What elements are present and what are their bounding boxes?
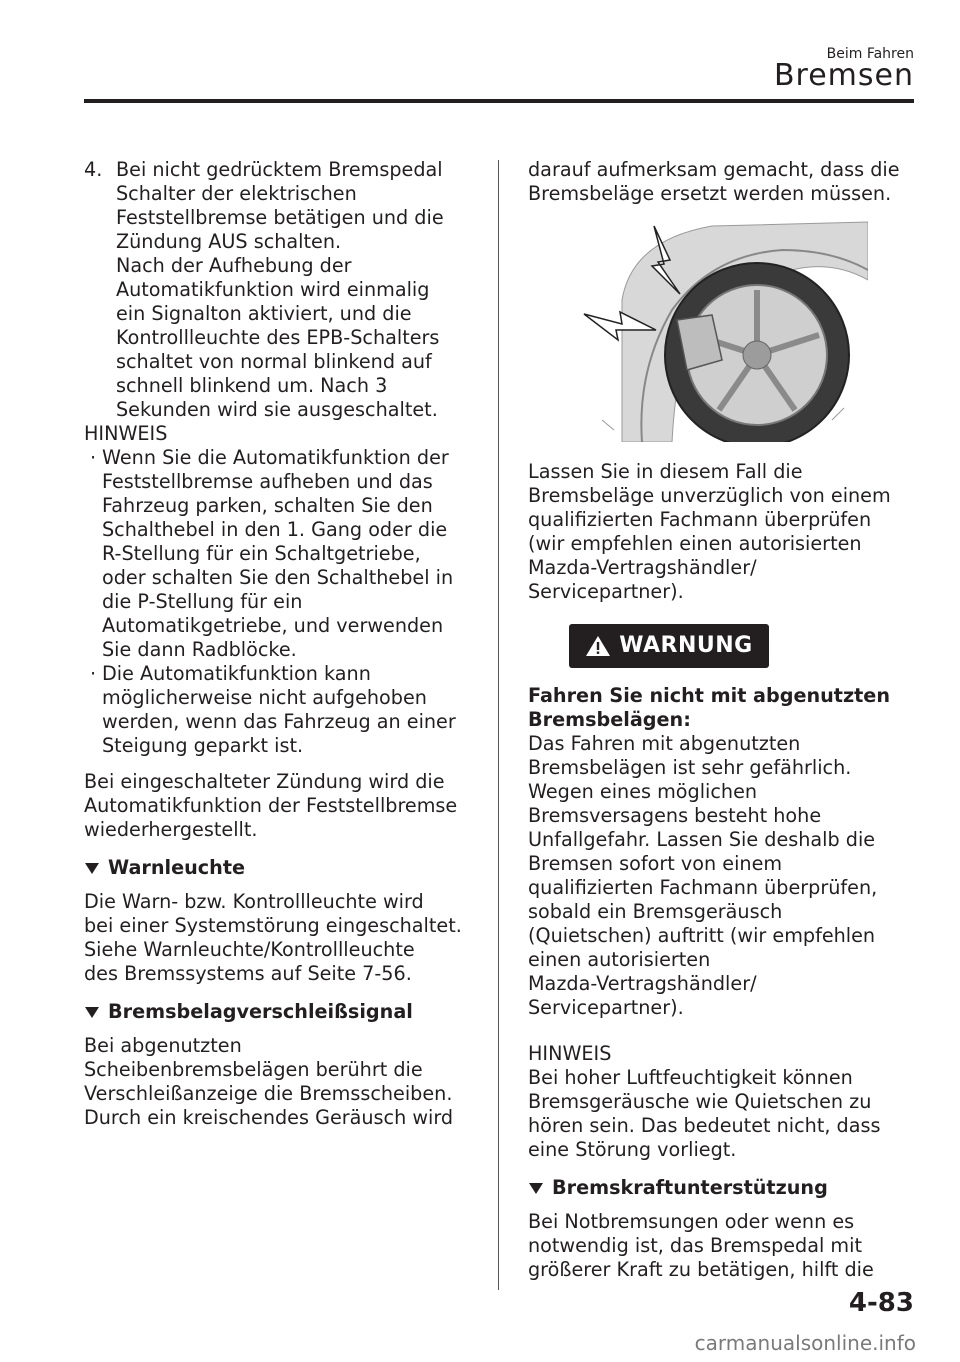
text-line: Bei abgenutzten [84,1034,242,1057]
text-line: Bei eingeschalteter Zündung wird die [84,770,445,793]
text-line: Bremsbelägen ist sehr gefährlich. [528,756,852,779]
text-line: Bei hoher Luftfeuchtigkeit können [528,1066,853,1089]
text-line: notwendig ist, das Bremspedal mit [528,1234,862,1257]
subheading-verschleiss [84,1000,480,1024]
text-line: eine Störung vorliegt. [528,1138,737,1161]
step-line: Nach der Aufhebung der [116,254,352,277]
bullet-line: oder schalten Sie den Schalthebel in [102,566,454,589]
right-column [528,158,918,1282]
text-line: qualifizierten Fachmann überprüfen [528,508,872,531]
subheading-bremskraft [528,1176,918,1200]
text-line: Mazda-Vertragshändler/ [528,972,757,995]
text-line: Bremsen sofort von einem [528,852,783,875]
warning-label: WARNUNG [619,633,753,658]
text-line: Mazda-Vertragshändler/ [528,556,757,579]
text-line: wiederhergestellt. [84,818,258,841]
column-divider [498,160,499,1290]
bullet-line: möglicherweise nicht aufgehoben [102,686,427,709]
paragraph-verschleiss [84,1034,480,1130]
text-line: Automatikfunktion der Feststellbremse [84,794,458,817]
text-line: Durch ein kreischendes Geräusch wird [84,1106,454,1129]
bullet-line: Fahrzeug parken, schalten Sie den [102,494,433,517]
header-rule [84,99,914,103]
bullet-line: die P-Stellung für ein [102,590,303,613]
bullet-dot: · [89,662,97,685]
warning-triangle-icon [585,635,611,657]
text-line: Bremsbeläge ersetzt werden müssen. [528,182,892,205]
text-line: größerer Kraft zu betätigen, hilft die [528,1258,874,1281]
paragraph-hinweis [528,1066,918,1162]
subheading-label: Warnleuchte [108,856,246,879]
text-line: Servicepartner). [528,580,684,603]
text-line: Bremsversagens besteht hohe [528,804,822,827]
step-text [116,158,444,422]
step-line: Zündung AUS schalten. [116,230,342,253]
text-line: des Bremssystems auf Seite 7-56. [84,962,412,985]
text-line: qualifizierten Fachmann überprüfen, [528,876,878,899]
bullet-dot: · [89,446,97,469]
header-section-label: Beim Fahren [826,46,914,62]
text-line: Siehe Warnleuchte/Kontrollleuchte [84,938,415,961]
step-number: 4. [84,158,103,181]
text-line: Servicepartner). [528,996,684,1019]
step-line: Bei nicht gedrücktem Bremspedal [116,158,443,181]
paragraph-bremskraft [528,1210,918,1282]
step-4 [84,158,480,422]
hinweis-heading: HINWEIS [528,1042,612,1065]
text-line: Wegen eines möglichen [528,780,758,803]
step-line: ein Signalton aktiviert, und die [116,302,412,325]
paragraph-inspection [528,460,918,604]
text-line: Bremsgeräusche wie Quietschen zu [528,1090,872,1113]
text-line: Bremsbeläge unverzüglich von einem [528,484,891,507]
page-number: 4-83 [848,1288,914,1318]
subheading-label: Bremsbelagverschleißsignal [108,1000,413,1023]
step-line: Schalter der elektrischen [116,182,357,205]
text-line: darauf aufmerksam gemacht, dass die [528,158,900,181]
triangle-down-icon [85,1007,99,1018]
bullet-line: Schalthebel in den 1. Gang oder die [102,518,448,541]
hinweis-heading: HINWEIS [84,422,168,445]
brake-wheel-illustration [582,220,868,442]
text-line: Bei Notbremsungen oder wenn es [528,1210,855,1233]
step-line: Feststellbremse betätigen und die [116,206,444,229]
header-title: Bremsen [773,58,914,93]
paragraph-ignition [84,770,480,842]
text-line: Das Fahren mit abgenutzten [528,732,801,755]
text-line: Die Warn- bzw. Kontrollleuchte wird [84,890,424,913]
text-line: bei einer Systemstörung eingeschaltet. [84,914,462,937]
watermark: carmanualsonline.info [694,1331,916,1355]
triangle-down-icon [85,863,99,874]
text-line: Verschleißanzeige die Bremsscheiben. [84,1082,453,1105]
step-line: schnell blinkend um. Nach 3 [116,374,388,397]
left-column [84,158,480,1130]
paragraph-continued [528,158,918,206]
warning-body [528,684,918,1020]
step-line: Kontrollleuchte des EPB-Schalters [116,326,440,349]
step-line: schaltet von normal blinkend auf [116,350,432,373]
warning-bold-line: Bremsbelägen: [528,708,691,731]
bullet-item [84,662,480,758]
paragraph-warnleuchte [84,890,480,986]
text-line: einen autorisierten [528,948,711,971]
text-line: (wir empfehlen einen autorisierten [528,532,862,555]
bullet-line: Steigung geparkt ist. [102,734,304,757]
text-line: Lassen Sie in diesem Fall die [528,460,803,483]
bullet-line: Automatikgetriebe, und verwenden [102,614,444,637]
subheading-label: Bremskraftunterstützung [552,1176,828,1199]
triangle-down-icon [529,1183,543,1194]
bullet-line: werden, wenn das Fahrzeug an einer [102,710,456,733]
warning-badge [569,624,769,668]
text-line: Scheibenbremsbelägen berührt die [84,1058,423,1081]
step-line: Sekunden wird sie ausgeschaltet. [116,398,438,421]
bullet-line: R-Stellung für ein Schaltgetriebe, [102,542,421,565]
bullet-line: Feststellbremse aufheben und das [102,470,433,493]
bullet-line: Wenn Sie die Automatikfunktion der [102,446,449,469]
text-line: Unfallgefahr. Lassen Sie deshalb die [528,828,876,851]
bullet-item [84,446,480,662]
text-line: sobald ein Bremsgeräusch [528,900,783,923]
subheading-warnleuchte [84,856,480,880]
bullet-line: Die Automatikfunktion kann [102,662,371,685]
bullet-line: Sie dann Radblöcke. [102,638,297,661]
text-line: (Quietschen) auftritt (wir empfehlen [528,924,876,947]
step-line: Automatikfunktion wird einmalig [116,278,430,301]
warning-bold-line: Fahren Sie nicht mit abgenutzten [528,684,890,707]
text-line: hören sein. Das bedeutet nicht, dass [528,1114,881,1137]
